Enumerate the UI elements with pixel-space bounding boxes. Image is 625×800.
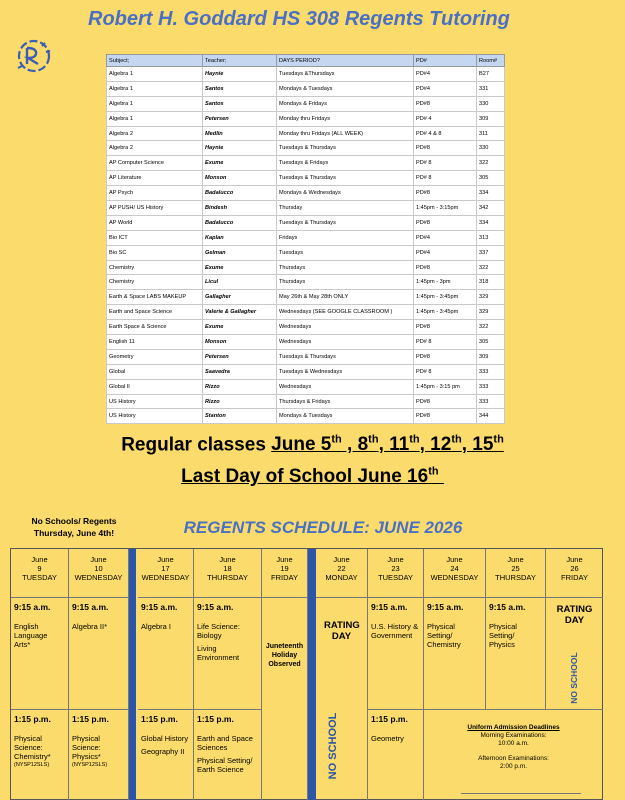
subject-cell: Bio SC [107, 245, 203, 260]
deadlines-title: Uniform Admission Deadlines [467, 724, 560, 731]
rating-day-label: RATING DAY [556, 604, 593, 626]
day-number: 24 [450, 564, 459, 573]
room-cell: 329 [477, 305, 505, 320]
days-cell: Wednesdays [277, 320, 414, 335]
teacher-cell: Exume [203, 320, 277, 335]
period-cell: PD#4 [414, 81, 477, 96]
teacher-cell: Petersen [203, 349, 277, 364]
day-number: 18 [223, 564, 232, 573]
period-cell: 1:45pm - 3:15 pm [414, 379, 477, 394]
period-cell: PD#4 [414, 230, 477, 245]
room-cell: 337 [477, 245, 505, 260]
time-label: 9:15 a.m. [489, 602, 526, 612]
subject-cell: Algebra 1 [107, 96, 203, 111]
day-month: June [446, 555, 463, 564]
no-school-note [14, 515, 134, 539]
ordinal-suffix: th [368, 434, 379, 446]
exam-name: Physical Science: Physics* [72, 734, 101, 761]
table-row [107, 305, 505, 320]
period-cell: 1:45pm - 3:45pm [414, 290, 477, 305]
exam-code: (NYSP12SLS) [14, 762, 50, 768]
room-cell: 333 [477, 379, 505, 394]
days-cell: Mondays & Tuesdays [277, 409, 414, 424]
day-month: June [219, 555, 236, 564]
table-row [107, 349, 505, 364]
days-cell: Thursday [277, 201, 414, 216]
day-weekday: WEDNESDAY [430, 573, 479, 582]
room-cell: 344 [477, 409, 505, 424]
admission-deadlines-box [424, 710, 603, 800]
days-cell: Tuesdays & Fridays [277, 156, 414, 171]
table-header-row [107, 55, 505, 67]
deadlines-afternoon-time: 2:00 p.m. [499, 763, 528, 770]
regular-classes-label: Regular classes [121, 434, 272, 456]
table-row [107, 379, 505, 394]
time-label: 9:15 a.m. [14, 602, 51, 612]
juneteenth-label: Juneteenth Holiday Observed [265, 643, 304, 668]
period-cell: PD#8 [414, 409, 477, 424]
day-weekday: FRIDAY [561, 573, 588, 582]
teacher-cell: Exume [203, 156, 277, 171]
subject-cell: Algebra 1 [107, 81, 203, 96]
teacher-cell: Rizzo [203, 379, 277, 394]
period-cell: PD# 8 [414, 364, 477, 379]
teacher-cell: Gallagher [203, 290, 277, 305]
table-row [107, 201, 505, 216]
day-month: June [566, 555, 583, 564]
exam-name: Algebra I [141, 622, 172, 631]
date-11: , 11 [378, 434, 410, 456]
exam-code: (NYSP12SLS) [72, 762, 108, 768]
room-cell: 309 [477, 111, 505, 126]
teacher-cell: Badalucco [203, 186, 277, 201]
days-cell: Tuesdays & Thursdays [277, 349, 414, 364]
exam-name: U.S. History & Government [371, 622, 419, 640]
time-label: 1:15 p.m. [141, 714, 178, 724]
teacher-cell: Monson [203, 171, 277, 186]
subject-cell: Bio ICT [107, 230, 203, 245]
exam-name: Geography II [141, 747, 185, 756]
table-row [107, 111, 505, 126]
column-header: DAYS PERIOD? [277, 55, 414, 67]
room-cell: 342 [477, 201, 505, 216]
ordinal-suffix: th [331, 434, 342, 446]
juneteenth-cell [262, 598, 308, 800]
table-row [107, 171, 505, 186]
days-cell: Monday thru Fridays [277, 111, 414, 126]
table-row [107, 290, 505, 305]
teacher-cell: Haynie [203, 141, 277, 156]
day-number: 25 [511, 564, 520, 573]
day-weekday: MONDAY [325, 573, 358, 582]
exam-cell [138, 710, 194, 800]
day-header [486, 549, 546, 598]
room-cell: 322 [477, 156, 505, 171]
period-cell: 1:45pm - 3:15pm [414, 201, 477, 216]
subject-cell: Chemistry [107, 260, 203, 275]
table-row [107, 67, 505, 82]
subject-cell: US History [107, 394, 203, 409]
exam-cell [11, 598, 69, 710]
teacher-cell: Badalucco [203, 215, 277, 230]
day-number: 22 [337, 564, 346, 573]
teacher-cell: Bindesh [203, 201, 277, 216]
room-cell: 331 [477, 81, 505, 96]
rating-day-label: RATING DAY [324, 620, 360, 642]
time-label: 1:15 p.m. [197, 714, 234, 724]
page-title: Robert H. Goddard HS 308 Regents Tutoring [88, 8, 510, 30]
subject-cell: AP Literature [107, 171, 203, 186]
room-cell: 322 [477, 320, 505, 335]
period-cell: PD#8 [414, 215, 477, 230]
subject-cell: Earth & Space LABS MAKEUP [107, 290, 203, 305]
day-weekday: FRIDAY [271, 573, 298, 582]
room-cell: 333 [477, 394, 505, 409]
subject-cell: AP Computer Science [107, 156, 203, 171]
subject-cell: Global [107, 364, 203, 379]
period-cell: PD#8 [414, 141, 477, 156]
column-header: Teacher; [203, 55, 277, 67]
table-row [107, 186, 505, 201]
table-row [107, 409, 505, 424]
date-15: , 15 [461, 434, 494, 456]
period-cell: PD#8 [414, 260, 477, 275]
exam-cell [368, 710, 424, 800]
deadlines-morning-time: 10:00 a.m. [498, 740, 529, 747]
days-cell: Monday thru Fridays (ALL WEEK) [277, 126, 414, 141]
regents-schedule-title: REGENTS SCHEDULE: JUNE 2026 [183, 518, 463, 537]
table-row [107, 335, 505, 350]
deadlines-morning: Morning Examinations: [480, 732, 547, 739]
date-june-5: June 5 [271, 434, 332, 456]
table-row [107, 156, 505, 171]
day-weekday: TUESDAY [378, 573, 413, 582]
subject-cell: Algebra 2 [107, 126, 203, 141]
teacher-cell: Medlin [203, 126, 277, 141]
day-weekday: WEDNESDAY [141, 573, 190, 582]
period-cell: PD# 8 [414, 156, 477, 171]
week-divider-bar [308, 549, 316, 800]
teacher-cell: Petersen [203, 111, 277, 126]
table-row [107, 141, 505, 156]
days-cell: Mondays & Tuesdays [277, 81, 414, 96]
exam-name: Algebra II* [72, 622, 108, 631]
time-label: 1:15 p.m. [72, 714, 109, 724]
no-school-note-line1: No Schools/ Regents [31, 516, 117, 526]
ordinal-suffix: th [428, 466, 439, 478]
period-cell: PD#8 [414, 349, 477, 364]
column-header: Room# [477, 55, 505, 67]
exam-name: Physical Setting/ Earth Science [197, 756, 253, 774]
table-row [107, 96, 505, 111]
room-cell: 330 [477, 141, 505, 156]
exam-name: Physical Setting/ Physics [489, 622, 517, 649]
last-day-line [0, 466, 625, 488]
exam-name: Living Environment [197, 644, 240, 662]
exam-cell [138, 598, 194, 710]
exam-cell [69, 598, 129, 710]
day-month: June [333, 555, 350, 564]
ordinal-suffix: th [409, 434, 420, 446]
table-row [107, 126, 505, 141]
period-cell: PD#4 [414, 67, 477, 82]
day-weekday: THURSDAY [207, 573, 248, 582]
no-school-vertical-label: NO SCHOOL [569, 652, 579, 704]
day-number: 26 [570, 564, 579, 573]
table-row [107, 81, 505, 96]
ordinal-suffix: th [493, 434, 504, 446]
subject-cell: US History [107, 409, 203, 424]
period-cell: PD#4 [414, 245, 477, 260]
teacher-cell: Valerie & Gallagher [203, 305, 277, 320]
days-cell: Thursdays & Fridays [277, 394, 414, 409]
room-cell: 330 [477, 96, 505, 111]
days-cell: Tuesdays & Wednesdays [277, 364, 414, 379]
table-row [107, 364, 505, 379]
teacher-cell: Kaplan [203, 230, 277, 245]
day-header [262, 549, 308, 598]
day-number: 19 [280, 564, 289, 573]
teacher-cell: Saavedra [203, 364, 277, 379]
regents-schedule-grid [10, 548, 603, 800]
day-weekday: THURSDAY [495, 573, 536, 582]
day-header [546, 549, 603, 598]
period-cell: PD# 4 & 8 [414, 126, 477, 141]
day-header [368, 549, 424, 598]
room-cell: 329 [477, 290, 505, 305]
teacher-cell: Monson [203, 335, 277, 350]
period-cell: PD# 8 [414, 171, 477, 186]
table-row [107, 275, 505, 290]
subject-cell: AP World [107, 215, 203, 230]
deadlines-afternoon: Afternoon Examinations: [478, 755, 549, 762]
period-cell: PD#8 [414, 320, 477, 335]
time-label: 9:15 a.m. [371, 602, 408, 612]
subject-cell: AP PUSH/ US History [107, 201, 203, 216]
table-row [107, 320, 505, 335]
days-cell: Mondays & Wednesdays [277, 186, 414, 201]
rating-day-cell [316, 598, 368, 800]
exam-cell [368, 598, 424, 710]
subject-cell: Earth and Space Science [107, 305, 203, 320]
regular-classes-line [0, 434, 625, 456]
exam-cell [194, 598, 262, 710]
exam-cell [11, 710, 69, 800]
days-cell: Wednesdays (SEE GOOGLE CLASSROOM ) [277, 305, 414, 320]
days-cell: Tuesdays & Thursdays [277, 171, 414, 186]
period-cell: PD# 4 [414, 111, 477, 126]
room-cell: 334 [477, 186, 505, 201]
teacher-cell: Santos [203, 96, 277, 111]
time-label: 9:15 a.m. [197, 602, 234, 612]
day-month: June [507, 555, 524, 564]
days-cell: Tuesdays &Thursdays [277, 67, 414, 82]
day-month: June [90, 555, 107, 564]
exam-cell [69, 710, 129, 800]
room-cell: 318 [477, 275, 505, 290]
days-cell: Thursdays [277, 260, 414, 275]
period-cell: 1:45pm - 3:45pm [414, 305, 477, 320]
period-cell: 1:45pm - 3pm [414, 275, 477, 290]
room-cell: B27 [477, 67, 505, 82]
exam-name: Life Science: Biology [197, 622, 240, 640]
subject-cell: AP Psych [107, 186, 203, 201]
ordinal-suffix: th [451, 434, 462, 446]
subject-cell: English 11 [107, 335, 203, 350]
day-header [194, 549, 262, 598]
teacher-cell: Haynie [203, 67, 277, 82]
room-cell: 309 [477, 349, 505, 364]
time-label: 9:15 a.m. [427, 602, 464, 612]
date-12: , 12 [419, 434, 452, 456]
teacher-cell: Stanton [203, 409, 277, 424]
week-divider-bar [129, 549, 136, 800]
subject-cell: Global II [107, 379, 203, 394]
teacher-cell: Licul [203, 275, 277, 290]
table-row [107, 230, 505, 245]
day-header [69, 549, 129, 598]
day-month: June [276, 555, 293, 564]
day-weekday: TUESDAY [22, 573, 57, 582]
room-cell: 334 [477, 215, 505, 230]
time-label: 9:15 a.m. [141, 602, 178, 612]
day-header [11, 549, 69, 598]
exam-name: Global History [141, 734, 189, 743]
day-header [138, 549, 194, 598]
days-cell: Wednesdays [277, 379, 414, 394]
exam-cell [424, 598, 486, 710]
day-number: 17 [161, 564, 170, 573]
table-row [107, 394, 505, 409]
period-cell: PD# 8 [414, 335, 477, 350]
days-cell: Tuesdays & Thursdays [277, 141, 414, 156]
time-label: 9:15 a.m. [72, 602, 109, 612]
exam-cell [194, 710, 262, 800]
subject-cell: Geometry [107, 349, 203, 364]
days-cell: Mondays & Fridays [277, 96, 414, 111]
day-header [316, 549, 368, 598]
exam-name: English Language Arts* [14, 622, 48, 649]
table-row [107, 215, 505, 230]
tutoring-table [106, 54, 505, 424]
subject-cell: Algebra 1 [107, 67, 203, 82]
day-month: June [31, 555, 48, 564]
subject-cell: Algebra 2 [107, 141, 203, 156]
time-label: 1:15 p.m. [371, 714, 408, 724]
teacher-cell: Rizzo [203, 394, 277, 409]
exam-name: Geometry [371, 734, 404, 743]
room-cell: 305 [477, 335, 505, 350]
no-school-note-line2: Thursday, June 4th! [33, 528, 115, 538]
day-number: 10 [94, 564, 103, 573]
time-label: 1:15 p.m. [14, 714, 51, 724]
no-school-vertical-label: NO SCHOOL [327, 712, 339, 780]
column-header: Subject; [107, 55, 203, 67]
last-day-text: Last Day of School June 16 [181, 466, 429, 488]
exam-name: Earth and Space Sciences [197, 734, 253, 752]
table-row [107, 245, 505, 260]
day-weekday: WEDNESDAY [74, 573, 123, 582]
day-number: 23 [391, 564, 400, 573]
day-month: June [157, 555, 174, 564]
room-cell: 305 [477, 171, 505, 186]
days-cell: Thursdays [277, 275, 414, 290]
date-8: , 8 [341, 434, 369, 456]
column-header: PD# [414, 55, 477, 67]
period-cell: PD#8 [414, 186, 477, 201]
subject-cell: Chemistry [107, 275, 203, 290]
exam-name: Physical Science: Chemistry* [14, 734, 51, 761]
teacher-cell: Santos [203, 81, 277, 96]
days-cell: May 26th & May 28th ONLY [277, 290, 414, 305]
room-cell: 311 [477, 126, 505, 141]
days-cell: Tuesdays [277, 245, 414, 260]
signature-line [461, 793, 581, 794]
days-cell: Wednesdays [277, 335, 414, 350]
days-cell: Fridays [277, 230, 414, 245]
room-cell: 333 [477, 364, 505, 379]
teacher-cell: Exume [203, 260, 277, 275]
room-cell: 322 [477, 260, 505, 275]
day-number: 9 [37, 564, 42, 573]
teacher-cell: Gelman [203, 245, 277, 260]
rg-monogram-logo-icon [10, 32, 58, 80]
day-header [424, 549, 486, 598]
period-cell: PD#8 [414, 96, 477, 111]
subject-cell: Algebra 1 [107, 111, 203, 126]
exam-cell [486, 598, 546, 710]
days-cell: Tuesdays & Thursdays [277, 215, 414, 230]
period-cell: PD#8 [414, 394, 477, 409]
exam-name: Physical Setting/ Chemistry [427, 622, 461, 649]
subject-cell: Earth Space & Science [107, 320, 203, 335]
table-row [107, 260, 505, 275]
day-month: June [387, 555, 404, 564]
room-cell: 313 [477, 230, 505, 245]
